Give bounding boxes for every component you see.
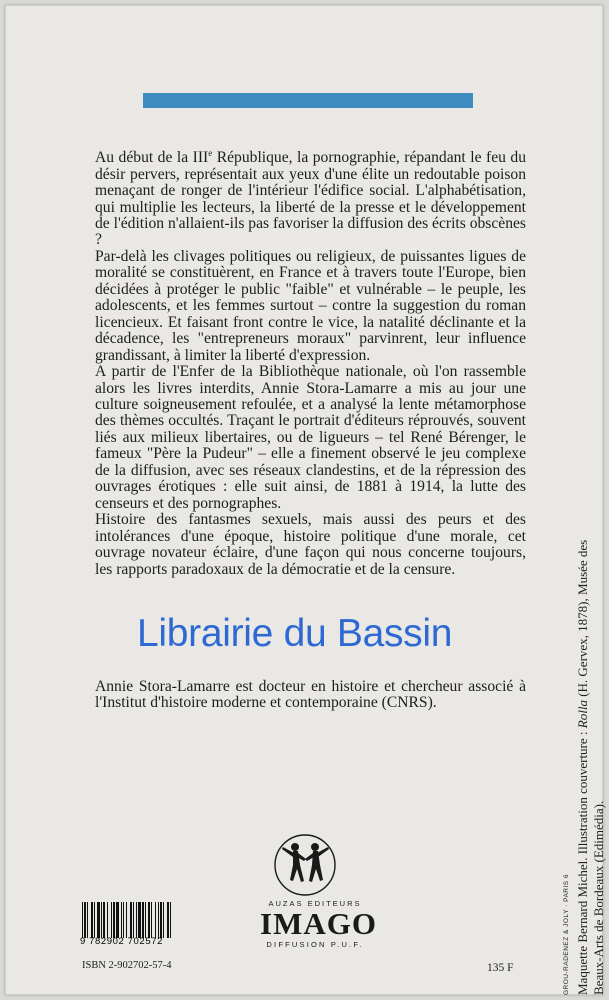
blurb-text — [95, 145, 526, 578]
blurb-paragraph-3: A partir de l'Enfer de la Bibliothèque nationale, où l'on rassemble alors les livres interdits, Annie Stora-Lamarre a mis au jour une culture soigneusement refoulée, et a analysé la lente métamorphose des thèmes occultés. Traçant le portrait d'éditeurs réprouvés, souvent liés aux milieux libertaires, ou de ligueurs – tel René Bérenger, le fameux "Père la Pudeur" – elle a finement observé le jeu complexe de la diffusion, avec ses réseaux clandestins, et de la répression des ouvrages érotiques : elle suit ainsi, de 1881 à 1914, la lutte des censeurs et des pornographes. — [95, 363, 526, 512]
publisher-block — [260, 899, 377, 949]
printer-credit: GROU-RADENEZ & JOLY · PARIS 6 — [563, 873, 570, 995]
publisher-name: AUZAS EDITEURS — [268, 899, 362, 908]
diffusion-line: DIFFUSION P.U.F. — [266, 940, 364, 949]
artwork-title: Rolla — [575, 700, 590, 729]
price-label: 135 F — [487, 962, 514, 974]
accent-bar — [143, 93, 473, 108]
author-note: Annie Stora-Lamarre est docteur en histoire et chercheur associé à l'Institut d'histoire moderne et contemporaine (CNRS). — [95, 678, 526, 712]
isbn-number: ISBN 2-902702-57-4 — [82, 960, 172, 971]
book-back-cover — [5, 5, 606, 995]
design-credit: Maquette Bernard Michel. Illustration couverture : — [575, 731, 590, 995]
museum-credit: Beaux-Arts de Bordeaux (Edimédia). — [591, 800, 606, 995]
barcode-number: 9 782902 702572 — [80, 936, 163, 947]
imprint-name: IMAGO — [260, 906, 377, 941]
barcode-icon — [80, 902, 208, 938]
blurb-paragraph-4: Histoire des fantasmes sexuels, mais aussi des peurs et des intolérances d'une époque, histoire politique d'une morale, cet ouvrage novateur éclaire, d'une façon qui nous concerne toujours, les rapports paradoxaux de la démocratie et de la censure. — [95, 511, 526, 578]
blurb-paragraph-2: Par-delà les clivages politiques ou religieux, de puissantes ligues de moralité se constituèrent, en France et à travers toute l'Europe, bien décidées à protéger le public "faible" et vulnérable – le peuple, les adolescents, et les femmes surtout – contre la suggestion du roman licencieux. Et faisant front contre le vice, la natalité déclinante et la décadence, les "entrepreneurs moraux" parvinrent, leur influence grandissant, à limiter la liberté d'expression. — [95, 247, 526, 364]
blurb-paragraph-1: Au début de la IIIe République, la pornographie, répandant le feu du désir pervers, représentait aux yeux d'une élite un redoutable poison menaçant de ronger de l'intérieur l'édifice social. L'alphabétisation, qui multiplie les lecteurs, la liberté de la presse et le développement de l'édition n'allaient-ils pas favoriser la diffusion des écrits obscènes ? — [95, 148, 527, 249]
watermark-text: Librairie du Bassin — [137, 612, 453, 655]
cover-credits — [556, 515, 607, 995]
artwork-detail: (H. Gervex, 1878), Musée des — [575, 539, 590, 697]
dancing-figures-logo-icon — [273, 833, 337, 897]
barcode-block — [80, 902, 208, 948]
